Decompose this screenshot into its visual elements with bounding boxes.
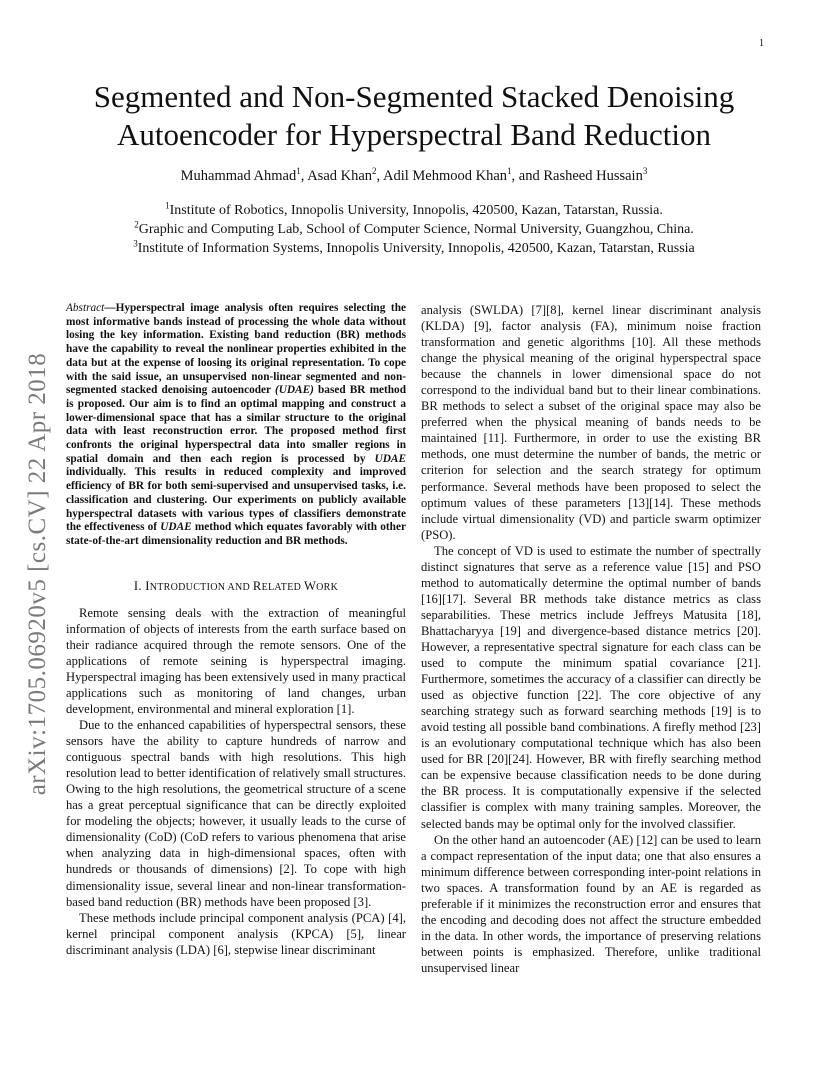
affiliation-line [60,201,768,220]
page-number: 1 [759,38,764,49]
abstract-label: Abstract [66,302,105,314]
affiliation-text: Institute of Information Systems, Innopolis University, Innopolis, 420500, Kazan, Tatarstan, Russia [137,241,695,256]
author-affil-mark: 1 [296,166,301,177]
right-column [421,302,761,976]
body-paragraph: Remote sensing deals with the extraction of meaningful information of objects of interests from the earth surface based on their radiance acquired through the remote sensors. One of the applications of remote seining is hyperspectral imaging. Hyperspectral imaging has been extensively used in many practical applications such as monitoring of land changes, urban development, environmental and mineral exploration [1]. [66,605,406,716]
affiliation-mark: 2 [134,219,139,230]
body-paragraph: Due to the enhanced capabilities of hyperspectral sensors, these sensors have the ability to capture hundreds of narrow and contiguous spectral bands with high resolutions. This high resolution lead to better identification of relatively small structures. Owing to the high resolutions, the geometrical structure of a scene has a great perceptual significance that can be directly exploited for modeling the objects; however, it usually leads to the curse of dimensionality (CoD) (CoD refers to various phenomena that arise when analyzing data in high-dimensional spaces, often with hundreds or thousands of dimensions) [2]. To cope with high dimensionality issue, several linear and non-linear transformation-based band reduction (BR) methods have been proposed [3]. [66,718,406,909]
title-line-2: Autoencoder for Hyperspectral Band Reduction [117,117,711,152]
author-name: Rasheed Hussain [543,168,643,184]
author-separator: , [376,168,383,184]
body-paragraph: analysis (SWLDA) [7][8], kernel linear discriminant analysis (KLDA) [9], factor analysis (FA), minimum noise fraction transformation and genetic algorithms [10]. All these methods change the physical meaning of the original hyperspectral space because the channels in lower dimensional space do not correspond to the individual band but to their linear combinations. BR methods to select a subset of the original space may also be preferred when the physical meaning of bands needs to be maintained [11]. Furthermore, in order to use the existing BR methods, one must determine the number of bands, the metric or criterion for selection and the search strategy for optimum performance. Several methods have been proposed to select the optimum values of these parameters [13][14]. These methods include virtual dimensionality (VD) and particle swarm optimizer (PSO). [421,303,761,542]
author-separator: , [300,168,308,184]
affiliation-mark: 1 [165,200,170,211]
section-heading-introduction: I. INTRODUCTION AND RELATED WORK [133,578,339,593]
affiliation-text: Institute of Robotics, Innopolis University, Innopolis, 420500, Kazan, Tatarstan, Russia. [169,203,663,218]
arxiv-identifier-stamp: arXiv:1705.06920v5 [cs.CV] 22 Apr 2018 [24,352,51,796]
author-name: Adil Mehmood Khan [383,168,508,184]
author-affil-mark: 3 [642,166,648,177]
author-list [60,168,768,185]
title-line-1: Segmented and Non-Segmented Stacked Denoising [93,79,735,114]
author-name: Asad Khan [307,168,373,184]
affiliation-text: Graphic and Computing Lab, School of Computer Science, Normal University, Guangzhou, China. [138,222,694,237]
author-separator: , and [511,168,544,184]
affiliation-line [60,239,768,258]
affiliation-mark: 3 [133,238,138,249]
author-affil-mark: 2 [372,166,377,177]
author-name: Muhammad Ahmad [180,168,297,184]
affiliation-list [60,201,768,258]
body-paragraph: These methods include principal component analysis (PCA) [4], kernel principal component analysis (KPCA) [5], linear discriminant analysis (LDA) [6], stepwise linear discriminant [66,910,406,957]
paper-title [60,78,768,154]
body-paragraph: The concept of VD is used to estimate the number of spectrally distinct signatures that serve as a reference value [15] and PSO method to automatically determine the optimal number of bands [16][17]. Several BR methods take distance metrics as class separabilities. These metrics include Jeffreys Matusita [18], Bhattacharyya [19] and divergence-based distance metrics [20]. However, a representative spectral signature for each class can be used to compute the minimum spatial covariance [21]. Furthermore, sometimes the accuracy of a classifier can directly be used as objective function [22]. The core objective of any searching strategy such as forward searching methods [19] is to avoid testing all possible band combinations. A firefly method [23] is an evolutionary computational technique which has also been used for BR [20][24]. However, BR with firefly searching method can be expensive because classification needs to be done during the BR process. It is computationally expensive if the selected classifier is complex with many training samples. Moreover, the selected bands may be optimal only for the involved classifier. [421,543,761,831]
left-column [66,302,406,958]
abstract: Abstract—Hyperspectral image analysis often requires selecting the most informative bands instead of processing the whole data without losing the key information. Existing band reduction (BR) methods have the capability to reveal the nonlinear properties exhibited in the data but at the expense of loosing its original representation. To cope with the said issue, an unsupervised non-linear segmented and non-segmented stacked denoising autoencoder (UDAE) based BR method is proposed. Our aim is to find an optimal mapping and construct a lower-dimensional space that has a similar structure to the original data with least reconstruction error. The proposed method first confronts the original hyperspectral data into smaller regions in spatial domain and then each region is processed by UDAE individually. This results in reduced complexity and improved efficiency of BR for both semi-supervised and unsupervised tasks, i.e. classification and clustering. Our experiments on publicly available hyperspectral datasets with various types of classifiers demonstrate the effectiveness of UDAE method which equates favorably with other state-of-the-art dimensionality reduction and BR methods. [66,302,406,547]
affiliation-line [60,220,768,239]
author-affil-mark: 1 [507,166,512,177]
body-paragraph: On the other hand an autoencoder (AE) [12] can be used to learn a compact representation of the input data; one that also ensures a minimum difference between corresponding inter-point relations in two spaces. A transformation found by an AE is regarded as preferable if it minimizes the reconstruction error and ensures that the encoding and decoding does not affect the structure embedded in the data. In other words, the importance of preserving relations between points is emphasized. Therefore, unlike traditional unsupervised linear [421,832,761,975]
